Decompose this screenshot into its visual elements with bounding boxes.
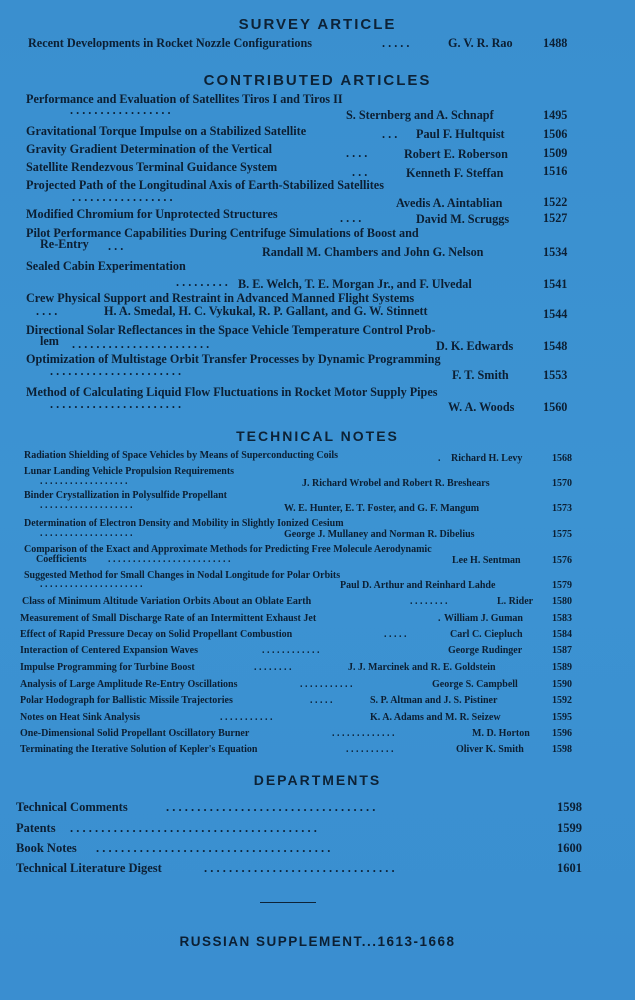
entry-page: 1509 — [543, 146, 568, 160]
departments-heading: DEPARTMENTS — [253, 772, 382, 788]
entry-title: Modified Chromium for Unprotected Structures — [26, 207, 278, 221]
entry-dots: . — [438, 613, 441, 624]
entry-page: 1583 — [552, 613, 572, 624]
entry-title-line2: Re-Entry — [40, 237, 89, 251]
entry-dots: . . . . . . . . . . . . . — [332, 728, 395, 739]
entry-page: 1488 — [543, 36, 568, 50]
entry-title-line2: lem — [40, 334, 59, 348]
entry-author: Paul D. Arthur and Reinhard Lahde — [340, 580, 496, 591]
entry-page: 1576 — [552, 555, 572, 566]
entry-page: 1592 — [552, 695, 572, 706]
entry-dots: . . . . . . . . . . . . . . . . . . — [40, 476, 128, 487]
entry-author: H. A. Smedal, H. C. Vykukal, R. P. Gallant, and G. W. Stinnett — [104, 304, 428, 318]
entry-page: 1575 — [552, 529, 572, 540]
entry-dots: . . . . . . . . . . . . . . . . . . . — [40, 500, 133, 511]
entry-author: K. A. Adams and M. R. Seizew — [370, 712, 501, 723]
entry-dots: . . . . . . . . . . . . . . . . . . . — [40, 528, 133, 539]
entry-dots: . . . . . . . . . . . . . . . . . . . . . . . — [72, 337, 210, 351]
entry-author: B. E. Welch, T. E. Morgan Jr., and F. Ulvedal — [238, 277, 472, 291]
entry-dots: . . . . . . . . . . . . . . . . . . . . . . . . . — [108, 554, 231, 565]
entry-dots: . . . . . . . . . . . . . . . . . . . . . — [40, 579, 143, 590]
entry-title: Patents — [16, 821, 56, 835]
entry-dots: . . . . . . . . . . . . . . . . . . . . . . — [50, 397, 182, 411]
entry-dots: . . . . . . . . — [410, 596, 448, 607]
entry-author: George Rudinger — [448, 645, 523, 656]
technical-notes-heading: TECHNICAL NOTES — [236, 428, 399, 444]
entry-dots: . — [438, 453, 441, 464]
entry-title: Class of Minimum Altitude Variation Orbits About an Oblate Earth — [22, 596, 312, 607]
entry-page: 1601 — [557, 861, 582, 875]
entry-title: Directional Solar Reflectances in the Space Vehicle Temperature Control Prob- — [26, 323, 436, 337]
entry-title-line2: Coefficients — [36, 554, 87, 565]
entry-page: 1553 — [543, 368, 568, 382]
entry-page: 1506 — [543, 127, 568, 141]
entry-dots: . . . . . . . . . . . . . . . . . . . . . . — [50, 364, 182, 378]
entry-dots: . . . . . . . . . . — [346, 744, 394, 755]
entry-page: 1570 — [552, 478, 572, 489]
entry-page: 1560 — [543, 400, 568, 414]
entry-title: Technical Literature Digest — [16, 861, 162, 875]
entry-author: S. P. Altman and J. S. Pistiner — [370, 695, 498, 706]
contributed-heading: CONTRIBUTED ARTICLES — [203, 72, 432, 89]
entry-page: 1544 — [543, 307, 568, 321]
entry-dots: . . . . . . . . — [254, 662, 292, 673]
entry-dots: . . . . . . . . . . . — [220, 712, 273, 723]
entry-page: 1541 — [543, 277, 568, 291]
entry-title: Crew Physical Support and Restraint in Advanced Manned Flight Systems — [26, 291, 415, 305]
entry-title: Effect of Rapid Pressure Decay on Solid Propellant Combustion — [20, 629, 293, 640]
entry-title: Technical Comments — [16, 800, 128, 814]
entry-page: 1568 — [552, 453, 572, 464]
entry-title: Polar Hodograph for Ballistic Missile Trajectories — [20, 695, 233, 706]
entry-dots: . . . . — [346, 146, 368, 160]
entry-dots: . . . . . — [384, 629, 407, 640]
entry-author: George S. Campbell — [432, 679, 518, 690]
entry-page: 1579 — [552, 580, 572, 591]
entry-author: William J. Guman — [444, 613, 523, 624]
entry-author: Kenneth F. Steffan — [406, 166, 504, 180]
entry-title: Determination of Electron Density and Mobility in Slightly Ionized Cesium — [24, 518, 344, 529]
entry-author: F. T. Smith — [452, 368, 509, 382]
entry-dots: . . . . . — [382, 36, 410, 50]
entry-title: Performance and Evaluation of Satellites Tiros I and Tiros II — [26, 92, 343, 106]
entry-author: W. A. Woods — [448, 400, 515, 414]
entry-title: Binder Crystallization in Polysulfide Propellant — [24, 490, 227, 501]
entry-author: George J. Mullaney and Norman R. Dibelius — [284, 529, 475, 540]
entry-page: 1516 — [543, 164, 568, 178]
entry-page: 1590 — [552, 679, 572, 690]
entry-page: 1587 — [552, 645, 572, 656]
entry-page: 1495 — [543, 108, 568, 122]
entry-dots: . . . . — [340, 211, 362, 225]
entry-page: 1596 — [552, 728, 572, 739]
entry-title: Method of Calculating Liquid Flow Fluctuations in Rocket Motor Supply Pipes — [26, 385, 438, 399]
entry-title: Lunar Landing Vehicle Propulsion Requirements — [24, 466, 235, 477]
entry-author: Carl C. Ciepluch — [450, 629, 523, 640]
entry-author: Avedis A. Aintablian — [396, 196, 503, 210]
entry-page: 1600 — [557, 841, 582, 855]
entry-dots: . . . . . . . . . . . . — [262, 645, 320, 656]
entry-dots: . . . — [108, 239, 124, 253]
entry-title: Impulse Programming for Turbine Boost — [20, 662, 195, 673]
entry-author: J. J. Marcinek and R. E. Goldstein — [348, 662, 496, 673]
entry-page: 1527 — [543, 211, 568, 225]
entry-title: Interaction of Centered Expansion Waves — [20, 645, 198, 656]
entry-dots: . . . . . . . . . — [176, 275, 228, 289]
entry-title: Suggested Method for Small Changes in Nodal Longitude for Polar Orbits — [24, 570, 341, 581]
survey-heading: SURVEY ARTICLE — [238, 16, 397, 33]
entry-title: Notes on Heat Sink Analysis — [20, 712, 141, 723]
entry-dots: . . . . . . . . . . . . . . . . . . . . . . . . . . . . . . . . . . . . . . . . — [70, 821, 317, 835]
entry-author: Randall M. Chambers and John G. Nelson — [262, 245, 484, 259]
entry-dots: . . . — [382, 127, 398, 141]
russian-supplement: RUSSIAN SUPPLEMENT...1613-1668 — [179, 934, 456, 949]
entry-author: D. K. Edwards — [436, 339, 514, 353]
entry-dots: . . . . . . . . . . . . . . . . . — [70, 103, 171, 117]
entry-title: Optimization of Multistage Orbit Transfer Processes by Dynamic Programming — [26, 352, 441, 366]
entry-page: 1598 — [557, 800, 582, 814]
entry-title: Terminating the Iterative Solution of Kepler's Equation — [20, 744, 258, 755]
entry-page: 1548 — [543, 339, 568, 353]
entry-dots: . . . . — [36, 304, 58, 318]
entry-author: S. Sternberg and A. Schnapf — [346, 108, 494, 122]
entry-page: 1595 — [552, 712, 572, 723]
entry-page: 1584 — [552, 629, 572, 640]
divider-rule — [260, 902, 316, 903]
entry-title: Measurement of Small Discharge Rate of an Intermittent Exhaust Jet — [20, 613, 317, 624]
entry-title: Projected Path of the Longitudinal Axis of Earth-Stabilized Satellites — [26, 178, 384, 192]
entry-title: Gravity Gradient Determination of the Vertical — [26, 142, 273, 156]
entry-dots: . . . . . . . . . . . . . . . . . . . . . . . . . . . . . . . . . . — [166, 800, 376, 814]
entry-dots: . . . . . . . . . . . . . . . . . . . . . . . . . . . . . . . . . . . . . . — [96, 841, 331, 855]
entry-title: Satellite Rendezvous Terminal Guidance System — [26, 160, 278, 174]
entry-author: Paul F. Hultquist — [416, 127, 505, 141]
entry-author: L. Rider — [497, 596, 534, 607]
entry-author: J. Richard Wrobel and Robert R. Breshears — [302, 478, 490, 489]
entry-page: 1534 — [543, 245, 568, 259]
entry-page: 1599 — [557, 821, 582, 835]
entry-page: 1580 — [552, 596, 572, 607]
entry-author: Lee H. Sentman — [452, 555, 521, 566]
entry-title: Recent Developments in Rocket Nozzle Configurations — [28, 36, 312, 50]
entry-author: M. D. Horton — [472, 728, 530, 739]
entry-author: G. V. R. Rao — [448, 36, 513, 50]
entry-title: Pilot Performance Capabilities During Centrifuge Simulations of Boost and — [26, 226, 419, 240]
entry-dots: . . . . . . . . . . . . . . . . . — [72, 190, 173, 204]
entry-dots: . . . . . — [310, 695, 333, 706]
entry-page: 1522 — [543, 195, 568, 209]
entry-title: Analysis of Large Amplitude Re-Entry Oscillations — [20, 679, 238, 690]
entry-title: Radiation Shielding of Space Vehicles by Means of Superconducting Coils — [24, 450, 339, 461]
entry-page: 1589 — [552, 662, 572, 673]
entry-dots: . . . . . . . . . . . . . . . . . . . . . . . . . . . . . . . — [204, 861, 395, 875]
entry-title: Gravitational Torque Impulse on a Stabilized Satellite — [26, 124, 307, 138]
entry-dots: . . . — [352, 165, 368, 179]
entry-author: Robert E. Roberson — [404, 147, 508, 161]
entry-page: 1573 — [552, 503, 572, 514]
entry-author: Richard H. Levy — [451, 453, 523, 464]
entry-title: Sealed Cabin Experimentation — [26, 259, 186, 273]
entry-dots: . . . . . . . . . . . — [300, 679, 353, 690]
entry-title: Book Notes — [16, 841, 77, 855]
entry-author: W. E. Hunter, E. T. Foster, and G. F. Mangum — [284, 503, 480, 514]
entry-author: David M. Scruggs — [416, 212, 510, 226]
entry-author: Oliver K. Smith — [456, 744, 524, 755]
entry-title: One-Dimensional Solid Propellant Oscillatory Burner — [20, 728, 250, 739]
entry-title: Comparison of the Exact and Approximate Methods for Predicting Free Molecule Aerodynamic — [24, 544, 432, 555]
entry-page: 1598 — [552, 744, 572, 755]
